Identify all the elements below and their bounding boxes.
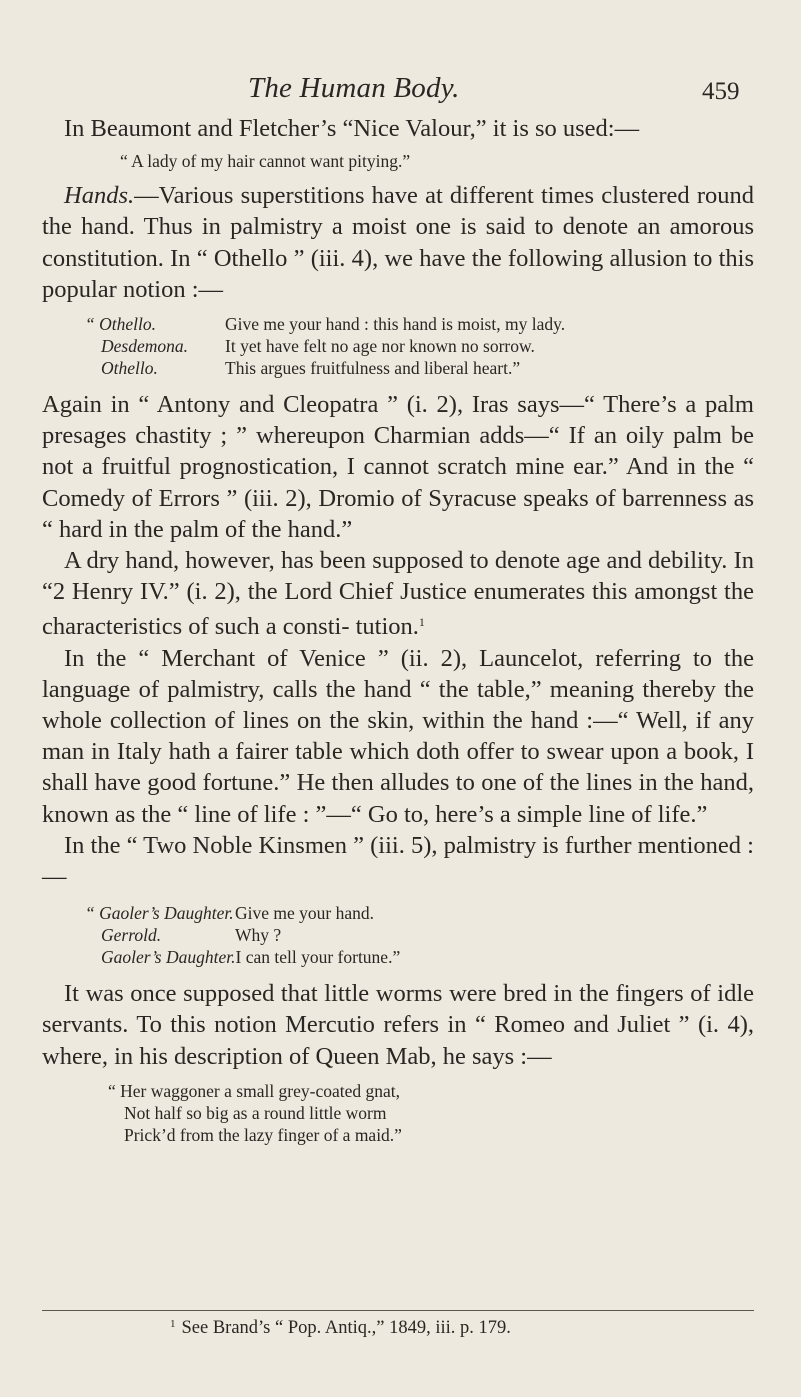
paragraph-dry-hand-text: A dry hand, however, has been supposed to denote age and debility. In “2 Henry IV.” (i. 2), the Lord Chief Justice enumerates this amongst the characteristics of such a consti- tution. (42, 547, 754, 641)
quote-row (42, 924, 754, 946)
quote-row (42, 357, 754, 379)
page-body (42, 113, 754, 1152)
speaker: “ Othello. (85, 314, 156, 335)
footnote-rule (42, 1310, 754, 1311)
speaker: “ Gaoler’s Daughter. (85, 903, 234, 924)
footnote-mark: 1 (170, 1318, 176, 1330)
footnote-reference: 1 (418, 615, 425, 630)
quote-line: “ A lady of my hair cannot want pitying.” (120, 151, 411, 172)
paragraph-dry-hand (42, 545, 754, 643)
paragraph-antony-cleopatra: Again in “ Antony and Cleopatra ” (i. 2), Iras says—“ There’s a palm presages chastity ; ” whereupon Charmian adds—“ If an oily palm be not a fruitful prognostication, I cannot scratch mine ear.” And in the “ Comedy of Errors ” (iii. 2), Dromio of Syracuse speaks of barrenness as “ hard in the palm of the hand.” (42, 391, 754, 543)
speech: Give me your hand : this hand is moist, my lady. (225, 314, 566, 335)
speech: This argues fruitfulness and liberal heart.” (225, 358, 521, 379)
speech: It yet have felt no age nor known no sorrow. (225, 336, 535, 357)
paragraph-romeo-juliet: It was once supposed that little worms were bred in the fingers of idle servants. To this notion Mercutio refers in “ Romeo and Juliet ” (i. 4), where, in his description of Queen Mab, he says :— (42, 980, 754, 1070)
quote-othello (42, 313, 754, 379)
speaker: Othello. (101, 358, 158, 379)
verse-line: Not half so big as a round little worm (124, 1102, 387, 1123)
quote-two-noble-kinsmen (42, 902, 754, 968)
speech: Give me your hand. (235, 903, 374, 924)
quote-nice-valour (42, 150, 754, 172)
page-number: 459 (702, 78, 740, 105)
paragraph-two-noble-kinsmen: In the “ Two Noble Kinsmen ” (iii. 5), palmistry is further mentioned :— (42, 831, 754, 891)
quote-row (42, 902, 754, 924)
speech: I can tell your fortune.” (235, 947, 401, 968)
footnote-text: See Brand’s “ Pop. Antiq.,” 1849, iii. p. 179. (181, 1318, 511, 1338)
footnote (170, 1318, 511, 1339)
quote-row (42, 946, 754, 968)
verse-line: Prick’d from the lazy finger of a maid.” (124, 1124, 402, 1145)
paragraph-nice-valour: In Beaumont and Fletcher’s “Nice Valour,” it is so used:— (64, 115, 640, 142)
paragraph-merchant-of-venice: In the “ Merchant of Venice ” (ii. 2), Launcelot, referring to the language of palmistry, calls the hand “ the table,” meaning thereby the whole collection of lines on the skin, within the hand :—“ Well, if any man in Italy hath a fairer table which doth offer to swear upon a book, I shall have good fortune.” He then alludes to one of the lines in the hand, known as the “ line of life : ”—“ Go to, here’s a simple line of life.” (42, 644, 754, 828)
speaker: Desdemona. (101, 336, 188, 357)
speaker: Gerrold. (101, 925, 162, 946)
verse-line: “ Her waggoner a small grey-coated gnat, (108, 1080, 401, 1101)
running-title: The Human Body. (248, 72, 460, 104)
quote-row (42, 335, 754, 357)
speaker: Gaoler’s Daughter. (101, 947, 236, 968)
speech: Why ? (235, 925, 282, 946)
quote-row (42, 313, 754, 335)
running-header (0, 72, 801, 112)
paragraph-hands (42, 180, 754, 305)
quote-queen-mab (42, 1080, 754, 1146)
section-lead-hands: Hands. (64, 182, 135, 210)
paragraph-hands-text: —Various superstitions have at different times clustered round the hand. Thus in palmistry a moist one is said to denote an amorous constitution. In “ Othello ” (iii. 4), we have the following allusion to this popular notion :— (42, 182, 754, 303)
